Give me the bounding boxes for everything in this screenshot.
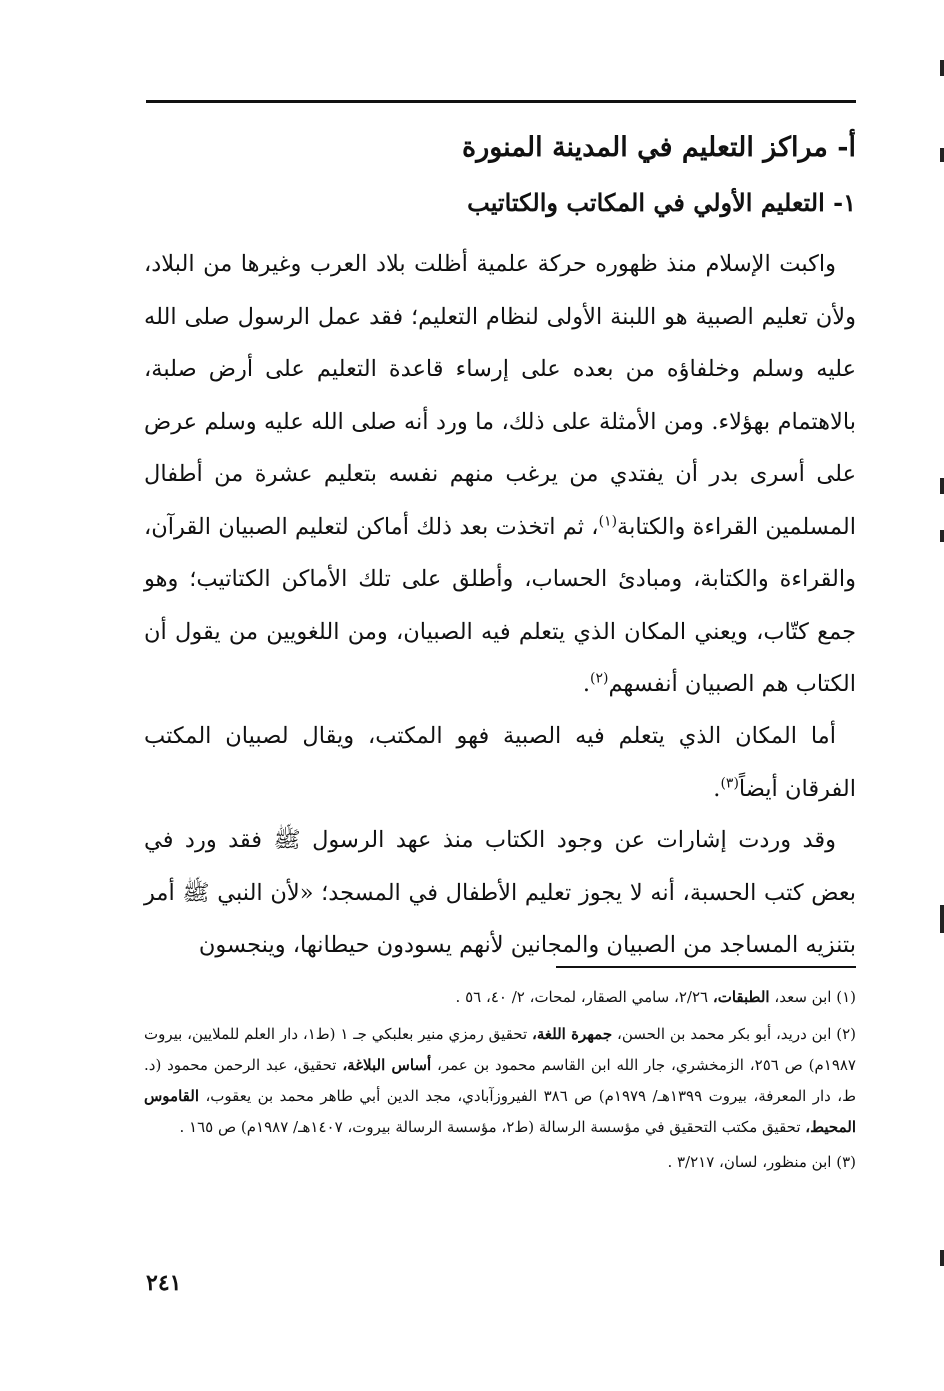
paragraph-text: أما المكان الذي يتعلم فيه الصبية فهو المكتب، ويقال لصبيان المكتب الفرقان أيضاً	[144, 723, 856, 802]
paragraph-3	[144, 814, 856, 972]
footnote-text: ابن منظور، لسان، ٣/٢١٧ .	[667, 1153, 832, 1171]
footnote-2	[144, 1019, 856, 1143]
paragraph-1	[144, 238, 856, 711]
footnote-3	[144, 1147, 856, 1178]
paragraph-text: وقد وردت إشارات عن وجود الكتاب منذ عهد الرسول ﷺ فقد ورد في بعض كتب الحسبة، أنه لا يجوز تعليم الأطفال في المسجد؛ «لأن النبي ﷺ أمر بتنزيه المساجد من الصبيان والمجانين لأنهم يسودون حيطانها، وينجسون	[144, 827, 856, 958]
footnote-text: ابن دريد، أبو بكر محمد بن الحسن،	[616, 1025, 832, 1043]
scan-edge-mark	[940, 1250, 944, 1266]
footnote-number: (٢)	[836, 1025, 857, 1043]
footnote-title: القاموس المحيط،	[144, 1087, 856, 1136]
footnote-ref-3[interactable]: (٣)	[720, 775, 739, 791]
footnote-text: تحقيق مكتب التحقيق في مؤسسة الرسالة (ط٢، مؤسسة الرسالة بيروت، ١٤٠٧هـ/ ١٩٨٧م) ص ١٦٥ .	[179, 1118, 801, 1136]
paragraph-text: واكبت الإسلام منذ ظهوره حركة علمية أظلت بلاد العرب وغيرها من البلاد، ولأن تعليم الصبية هو اللبنة الأولى لنظام التعليم؛ فقد عمل الرسول صلى الله عليه وسلم وخلفاؤه من بعده على إرساء قاعدة التعليم على أرض صلبة، بالاهتمام بهؤلاء. ومن الأمثلة على ذلك، ما ورد أنه صلى الله عليه وسلم عرض على أسرى بدر أن يفتدي من يرغب منهم نفسه بتعليم عشرة من أطفال المسلمين القراءة والكتابة	[144, 251, 856, 540]
paragraph-2	[144, 710, 856, 815]
footnote-number: (٣)	[836, 1153, 856, 1171]
paragraph-text: .	[582, 671, 590, 697]
footnote-1	[144, 982, 856, 1013]
page-number: ٢٤١	[146, 1270, 182, 1296]
scan-edge-mark	[940, 530, 944, 542]
footnote-rule	[556, 966, 856, 968]
section-heading: أ- مراكز التعليم في المدينة المنورة	[462, 132, 856, 163]
footnote-text: تحقيق رمزي منير بعلبكي جـ ١ (ط١، دار العلم للملايين، بيروت ١٩٨٧م) ص ٢٥٦، الزمخشري، جار الله ابن القاسم محمود بن عمر،	[144, 1025, 856, 1074]
footnote-number: (١)	[836, 988, 856, 1006]
paragraph-text: .	[713, 775, 721, 802]
paragraph-text: ، ثم اتخذت بعد ذلك أماكن لتعليم الصبيان القرآن، والقراءة والكتابة، ومبادئ الحساب، وأطلق على تلك الأماكن الكتاتيب؛ وهو جمع كتّاب، ويعني المكان الذي يتعلم فيه الصبيان، ومن اللغويين من يقول أن الكتاب هم الصبيان أنفسهم	[144, 513, 856, 697]
footnote-text: ٢/٢٦، سامي الصقار، لمحات، ٢/ ٤٠، ٥٦ .	[455, 988, 709, 1006]
scan-edge-mark	[940, 148, 944, 162]
footnote-text: ابن سعد،	[774, 988, 832, 1006]
footnote-title: الطبقات،	[712, 988, 770, 1006]
footnote-ref-1[interactable]: (١)	[598, 513, 618, 529]
footnote-text: تحقيق، عبد الرحمن محمود (د. ط، دار المعرفة، بيروت ١٣٩٩هـ/ ١٩٧٩م) ص ٣٨٦ الفيروزآبادي، مجد الدين أبي طاهر محمد بن يعقوب،	[144, 1056, 856, 1105]
scan-edge-mark	[940, 60, 944, 76]
footnotes	[144, 982, 856, 1178]
footnote-ref-2[interactable]: (٢)	[589, 670, 609, 687]
scan-edge-mark	[940, 905, 944, 933]
footnote-title: جمهرة اللغة،	[532, 1025, 613, 1043]
subsection-heading: ١- التعليم الأولي في المكاتب والكتاتيب	[467, 188, 856, 217]
footnote-title: أساس البلاغة،	[342, 1056, 432, 1074]
scan-edge-mark	[940, 478, 944, 494]
header-rule	[146, 100, 856, 103]
